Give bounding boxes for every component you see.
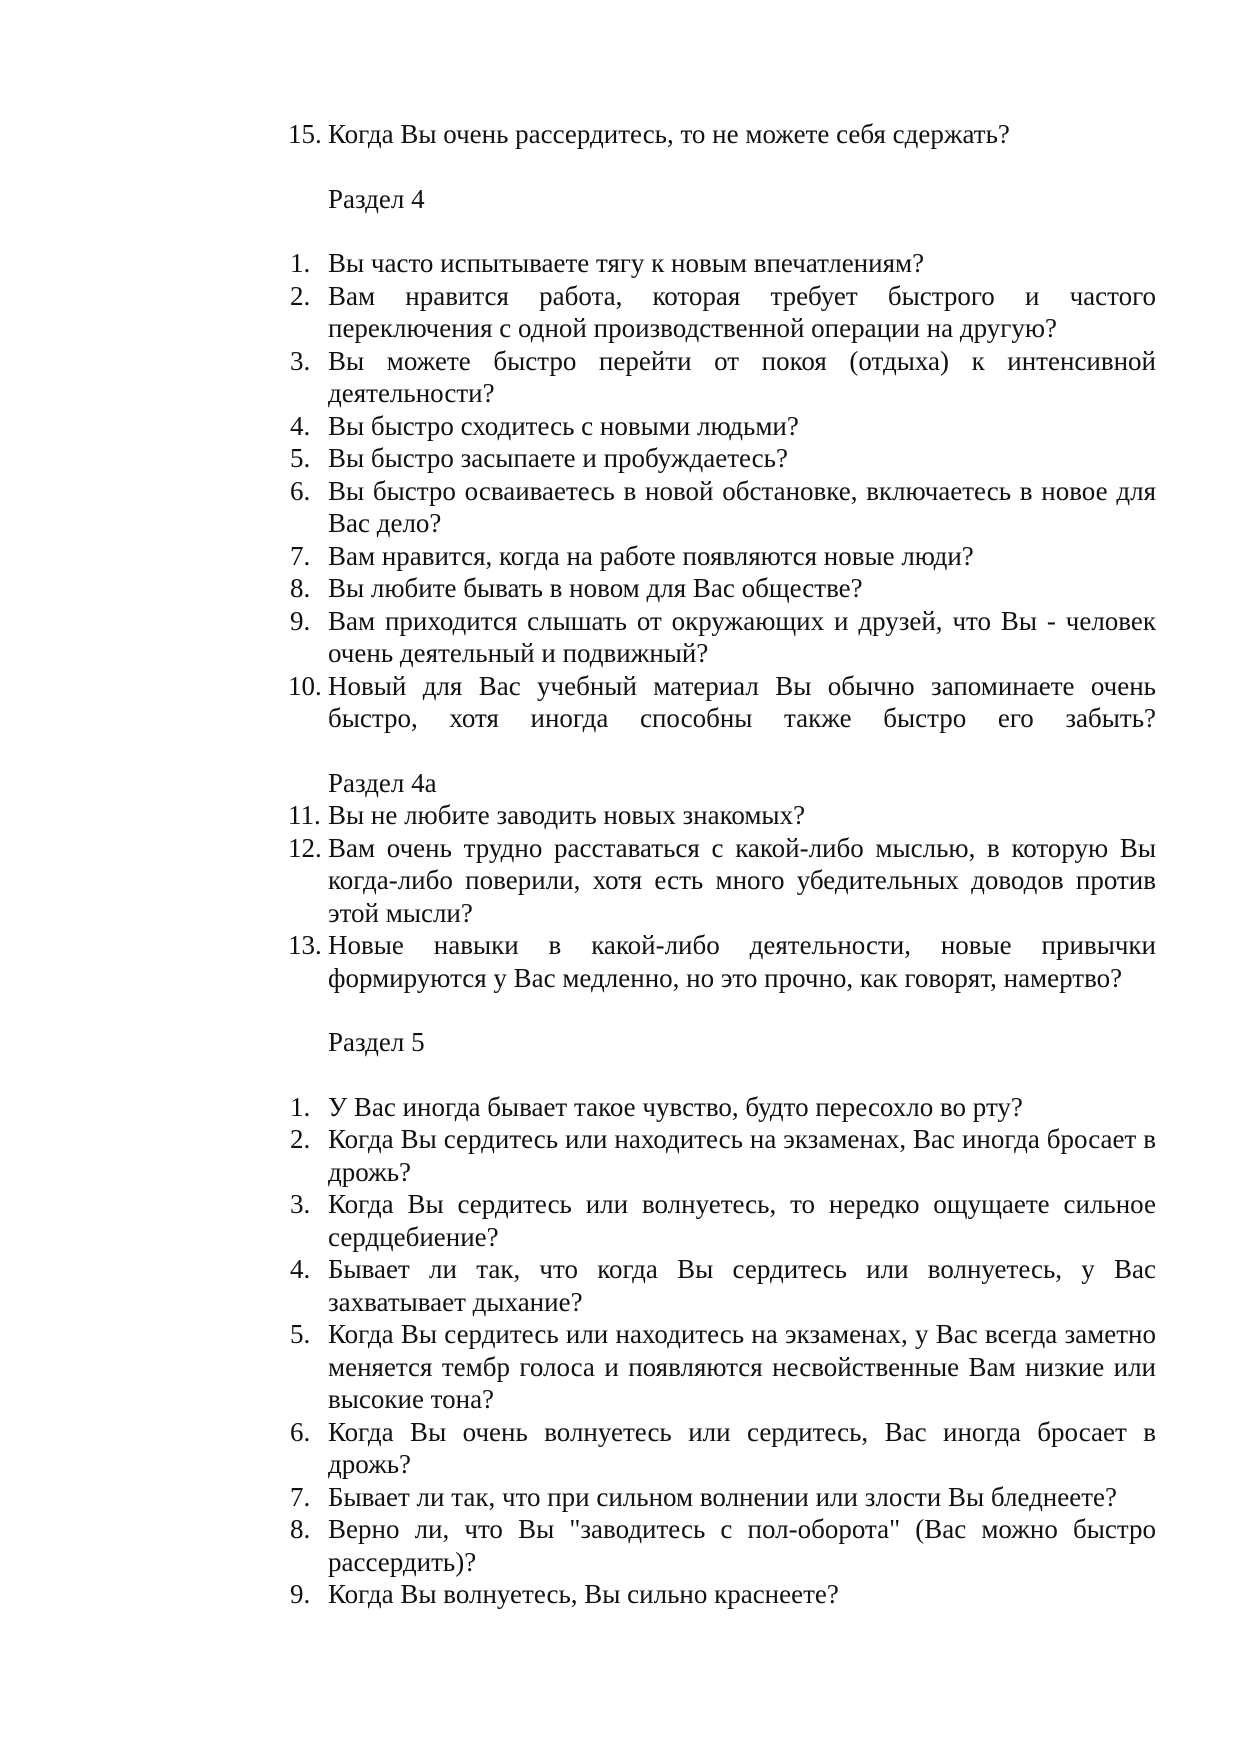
item-text: Когда Вы сердитесь или находитесь на экзаменах, Вас иногда бросает в дрожь? — [328, 1124, 1156, 1187]
list-item — [290, 280, 1156, 345]
item-text: Вы быстро сходитесь с новыми людьми? — [328, 410, 799, 441]
item-text: Вы любите бывать в новом для Вас обществе? — [328, 573, 863, 603]
list-item — [290, 670, 1156, 735]
item-number: 7. — [290, 540, 311, 571]
list-item — [290, 572, 1156, 605]
item-text: Вы не любите заводить новых знакомых? — [328, 800, 806, 830]
item-number: 12. — [288, 832, 322, 863]
item-text: Бывает ли так, что когда Вы сердитесь или волнуетесь, у Вас захватывает дыхание? — [328, 1254, 1156, 1317]
list-item — [290, 1253, 1156, 1318]
list-item — [290, 410, 1156, 443]
item-number: 4. — [290, 410, 311, 441]
item-text: Новый для Вас учебный материал Вы обычно запоминаете очень быстро, хотя иногда способны также быстро его забыть? — [328, 670, 1156, 733]
item-number: 9. — [290, 605, 311, 636]
section-4a-list — [290, 799, 1156, 994]
list-item — [290, 929, 1156, 994]
list-item — [290, 1091, 1156, 1124]
item-number: 15. — [288, 119, 322, 149]
section-title-4: Раздел 4 — [328, 183, 425, 214]
item-text: У Вас иногда бывает такое чувство, будто пересохло во рту? — [328, 1091, 1023, 1122]
item-text: Бывает ли так, что при сильном волнении или злости Вы бледнеете? — [328, 1481, 1117, 1512]
list-item — [290, 832, 1156, 930]
list-item — [290, 540, 1156, 573]
item-number: 7. — [290, 1481, 311, 1512]
item-text: Вам приходится слышать от окружающих и друзей, что Вы - человек очень деятельный и подвижный? — [328, 605, 1156, 668]
section-title-4a: Раздел 4а — [328, 767, 437, 798]
item-number: 9. — [290, 1579, 311, 1609]
list-item — [290, 1416, 1156, 1481]
list-item — [290, 118, 1156, 151]
item-number: 2. — [290, 1124, 311, 1154]
item-text: Когда Вы сердитесь или волнуетесь, то нередко ощущаете сильное сердцебиение? — [328, 1189, 1156, 1252]
item-text: Когда Вы волнуетесь, Вы сильно краснеете? — [328, 1579, 839, 1609]
item-text: Вы быстро осваиваетесь в новой обстановке, включаетесь в новое для Вас дело? — [328, 475, 1156, 538]
item-number: 11. — [288, 800, 321, 830]
list-item — [290, 345, 1156, 410]
item-number: 2. — [290, 280, 311, 311]
item-number: 5. — [290, 1319, 311, 1349]
item-number: 5. — [290, 443, 311, 473]
section-title-5: Раздел 5 — [328, 1027, 425, 1057]
list-item — [290, 1318, 1156, 1416]
item-text: Когда Вы сердитесь или находитесь на экзаменах, у Вас всегда заметно меняется тембр голоса и появляются несвойственные Вам низкие или высокие тона? — [328, 1319, 1156, 1414]
list-item — [290, 442, 1156, 475]
list-item — [290, 1481, 1156, 1514]
item-number: 1. — [290, 248, 311, 278]
item-number: 13. — [288, 930, 322, 960]
list-item — [290, 605, 1156, 670]
list-item — [290, 1188, 1156, 1253]
section-4-list — [290, 247, 1156, 735]
item-number: 1. — [290, 1091, 311, 1122]
item-text: Вы часто испытываете тягу к новым впечатлениям? — [328, 248, 925, 278]
list-item — [290, 475, 1156, 540]
item-text: Вам нравится работа, которая требует быстрого и частого переключения с одной производственной операции на другую? — [328, 280, 1156, 343]
item-number: 6. — [290, 1416, 311, 1447]
item-number: 8. — [290, 573, 311, 603]
item-text: Когда Вы очень волнуетесь или сердитесь, Вас иногда бросает в дрожь? — [328, 1416, 1156, 1479]
item-text: Вы можете быстро перейти от покоя (отдыха) к интенсивной деятельности? — [328, 345, 1156, 408]
item-text: Вы быстро засыпаете и пробуждаетесь? — [328, 443, 788, 473]
item-number: 4. — [290, 1254, 311, 1284]
list-item — [290, 799, 1156, 832]
item-text: Вам очень трудно расставаться с какой-либо мыслью, в которую Вы когда-либо поверили, хотя есть много убедительных доводов против этой мысли? — [328, 832, 1156, 928]
list-item — [290, 247, 1156, 280]
list-item — [290, 1578, 1156, 1611]
item-text: Новые навыки в какой-либо деятельности, новые привычки формируются у Вас медленно, но это прочно, как говорят, намертво? — [328, 930, 1156, 993]
questionnaire-content — [290, 118, 1156, 1611]
item-text: Когда Вы очень рассердитесь, то не можете себя сдержать? — [328, 119, 1010, 149]
list-item — [290, 1513, 1156, 1578]
item-number: 8. — [290, 1514, 311, 1544]
item-number: 3. — [290, 345, 311, 376]
item-text: Вам нравится, когда на работе появляются новые люди? — [328, 540, 974, 571]
item-number: 10. — [288, 670, 322, 701]
list-item — [290, 1123, 1156, 1188]
item-number: 3. — [290, 1189, 311, 1219]
item-number: 6. — [290, 475, 311, 506]
item-text: Верно ли, что Вы "заводитесь с пол-оборота" (Вас можно быстро рассердить)? — [328, 1514, 1156, 1577]
section-5-list — [290, 1091, 1156, 1611]
